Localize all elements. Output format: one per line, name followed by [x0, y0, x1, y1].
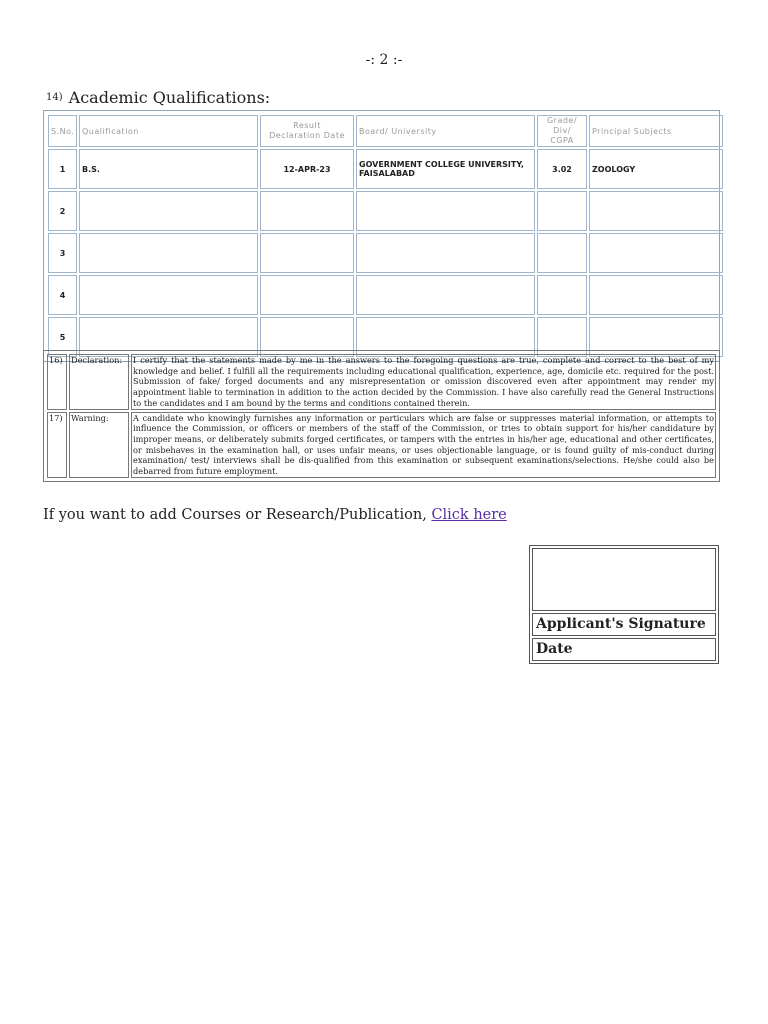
signature-box	[529, 545, 719, 664]
header-sno: S.No.	[48, 115, 77, 147]
table-header-row	[48, 115, 723, 147]
table-row	[48, 233, 723, 273]
header-grade: Grade/ Div/ CGPA	[537, 115, 587, 147]
declaration-text: I certify that the statements made by me in the answers to the foregoing questions are true, complete and correct to the best of my knowledge and belief. I fulfill all the requirements including educational qualification, experience, age, domicile etc. required for the post. Submission of fake/ forged documents and any misrepresentation or omission discovered even after appointment may render my appointment liable to termination in addition to the action decided by the Commission. I have also carefully read the General Instructions to the candidates and I am bound by the terms and conditions contained therein.	[133, 355, 714, 408]
row-sno: 1	[48, 149, 77, 189]
warning-number: 17)	[47, 412, 67, 478]
signature-area	[532, 548, 716, 611]
row-result-date	[260, 233, 354, 273]
section-number: 14)	[46, 92, 63, 103]
header-result-date: Result Declaration Date	[260, 115, 354, 147]
signature-label: Applicant's Signature	[532, 613, 716, 636]
row-board: GOVERNMENT COLLEGE UNIVERSITY, FAISALABAD	[356, 149, 535, 189]
declaration-warning-table	[43, 350, 720, 482]
date-label: Date	[532, 638, 716, 661]
row-board	[356, 191, 535, 231]
page-number: -: 2 :-	[365, 52, 403, 68]
academic-qualifications-table	[43, 110, 720, 362]
row-sno: 3	[48, 233, 77, 273]
header-qualification: Qualification	[79, 115, 258, 147]
row-sno: 5	[48, 317, 77, 357]
table-row	[48, 275, 723, 315]
header-board: Board/ University	[356, 115, 535, 147]
row-subjects	[589, 233, 723, 273]
row-grade: 3.02	[537, 149, 587, 189]
row-qualification	[79, 191, 258, 231]
row-result-date	[260, 191, 354, 231]
declaration-row	[47, 354, 716, 410]
row-subjects	[589, 275, 723, 315]
row-subjects: ZOOLOGY	[589, 149, 723, 189]
declaration-number: 16)	[47, 354, 67, 410]
click-here-link[interactable]: Click here	[431, 507, 507, 523]
section-title-text: Academic Qualifications:	[68, 88, 271, 107]
row-board	[356, 233, 535, 273]
row-sno: 2	[48, 191, 77, 231]
row-grade	[537, 191, 587, 231]
row-subjects	[589, 191, 723, 231]
row-qualification	[79, 233, 258, 273]
row-qualification: B.S.	[79, 149, 258, 189]
row-result-date	[260, 275, 354, 315]
academic-section-title	[46, 88, 270, 107]
courses-prompt-text: If you want to add Courses or Research/Publication,	[43, 507, 427, 523]
declaration-label: Declaration:	[69, 354, 129, 410]
warning-row	[47, 412, 716, 478]
table-row	[48, 149, 723, 189]
header-subjects: Principal Subjects	[589, 115, 723, 147]
row-qualification	[79, 275, 258, 315]
courses-prompt	[43, 507, 507, 523]
row-sno: 4	[48, 275, 77, 315]
row-result-date: 12-APR-23	[260, 149, 354, 189]
row-grade	[537, 233, 587, 273]
warning-text: A candidate who knowingly furnishes any information or particulars which are false or suppresses material information, or attempts to influence the Commission, or officers or members of the staff of the Commission, or tries to obtain support for his/her candidature by improper means, or deliberately submits forged certificates, or tampers with the entries in his/her age, educational and other certificates, or misbehaves in the examination hall, or uses unfair means, or uses objectionable language, or is found guilty of mis-conduct during examination/ test/ interviews shall be dis-qualified from this examination or subsequent examinations/selections. He/she could also be debarred from future employment.	[133, 412, 714, 477]
warning-label: Warning:	[69, 412, 129, 478]
row-board	[356, 275, 535, 315]
row-grade	[537, 275, 587, 315]
table-row	[48, 191, 723, 231]
